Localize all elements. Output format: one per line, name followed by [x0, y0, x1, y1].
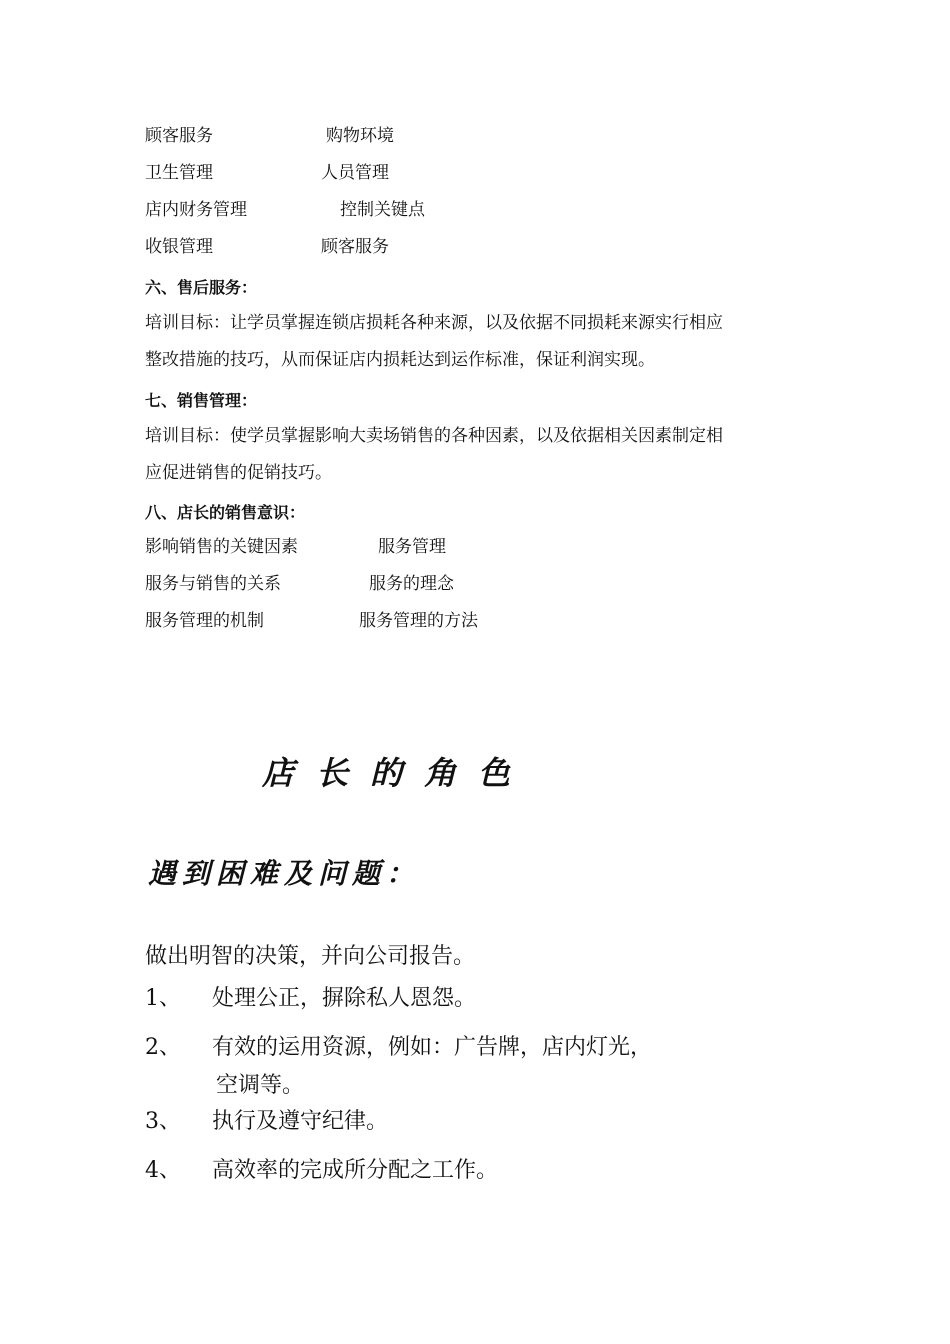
section-heading-7: 七、销售管理：: [145, 391, 258, 410]
list-number: 4、: [145, 1158, 181, 1183]
grid-cell: 店内财务管理: [145, 200, 247, 220]
grid-cell: 顾客服务: [321, 237, 389, 257]
grid-cell: 服务的理念: [369, 574, 454, 594]
section-text: 培训目标：使学员掌握影响大卖场销售的各种因素，以及依据相关因素制定相: [145, 426, 723, 446]
grid-row: [145, 124, 213, 148]
grid-cell: 收银管理: [145, 237, 213, 257]
grid-cell: 服务管理的机制: [145, 611, 264, 631]
section-heading-6: 六、售后服务：: [145, 278, 258, 297]
section-text: 整改措施的技巧，从而保证店内损耗达到运作标准，保证利润实现。: [145, 350, 655, 370]
section-text: 培训目标：让学员掌握连锁店损耗各种来源，以及依据不同损耗来源实行相应: [145, 313, 723, 333]
list-item: 高效率的完成所分配之工作。: [212, 1158, 499, 1183]
list-item: 处理公正，摒除私人恩怨。: [212, 986, 477, 1011]
list-number: 1、: [145, 986, 181, 1011]
section-heading-8: 八、店长的销售意识：: [145, 503, 306, 522]
grid-cell: 控制关键点: [340, 200, 425, 220]
grid-row: [145, 161, 213, 185]
grid-cell: 服务管理的方法: [359, 611, 478, 631]
grid-cell: 服务管理: [378, 537, 446, 557]
grid-cell: 购物环境: [326, 126, 394, 146]
page-title: 店长的角色: [262, 754, 533, 792]
intro-text: 做出明智的决策，并向公司报告。: [145, 944, 476, 969]
grid-cell: 人员管理: [321, 163, 389, 183]
list-item-continuation: 空调等。: [216, 1073, 305, 1098]
section-subtitle: 遇到困难及问题：: [148, 857, 421, 890]
list-number: 3、: [145, 1109, 181, 1134]
grid-cell: 服务与销售的关系: [145, 574, 281, 594]
list-number: 2、: [145, 1035, 181, 1060]
section-text: 应促进销售的促销技巧。: [145, 463, 332, 483]
list-item: 执行及遵守纪律。: [212, 1109, 389, 1134]
grid-cell: 影响销售的关键因素: [145, 537, 298, 557]
grid-cell: 顾客服务: [145, 126, 213, 146]
grid-row: [145, 198, 247, 222]
grid-row: [145, 235, 213, 259]
list-item: 有效的运用资源，例如：广告牌，店内灯光，: [212, 1035, 653, 1060]
grid-cell: 卫生管理: [145, 163, 213, 183]
